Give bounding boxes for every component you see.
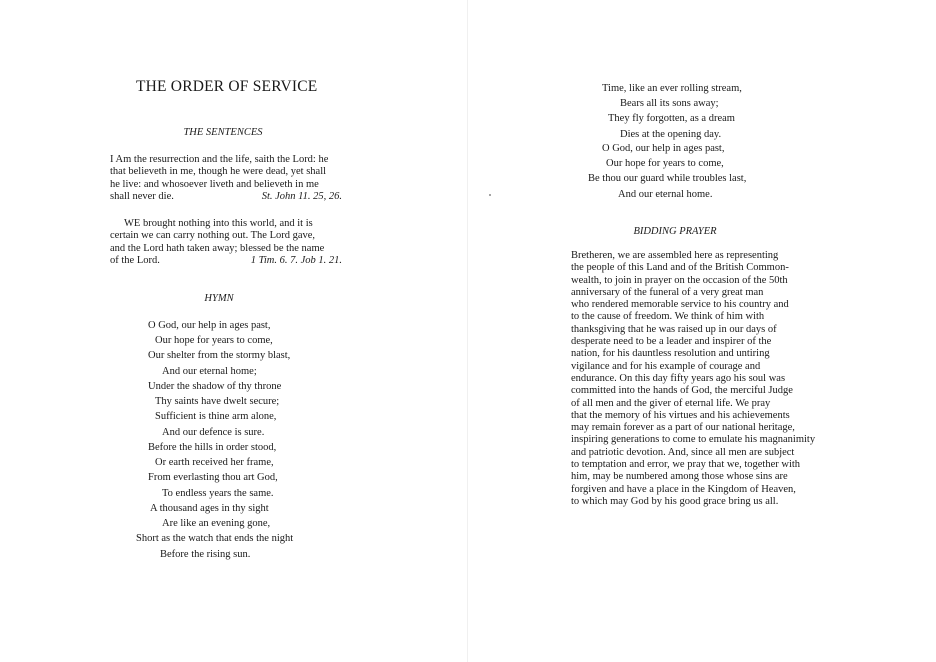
hymn-stanza — [588, 141, 746, 202]
hymn-stanza — [148, 440, 278, 501]
sentence-2 — [110, 218, 342, 267]
sentence-2-line: and the Lord hath taken away; blessed be the name — [110, 242, 325, 254]
sentence-1-line: he live: and whosoever liveth and believeth in me — [110, 178, 319, 190]
hymn-line: A thousand ages in thy sight — [150, 503, 269, 514]
hymn-line: Bears all its sons away; — [620, 98, 719, 110]
bidding-prayer-heading: BIDDING PRAYER — [633, 226, 717, 237]
hymn-line: Dies at the opening day. — [620, 128, 722, 140]
hymn-line: Our hope for years to come, — [155, 335, 273, 347]
sentence-2-reference: 1 Tim. 6. 7. Job 1. 21. — [250, 254, 342, 266]
prayer-line: to the cause of freedom. We think of him with — [571, 311, 765, 323]
prayer-line: the people of this Land and of the British Common- — [571, 262, 789, 274]
hymn-line: Be thou our guard while troubles last, — [588, 173, 747, 185]
hymn-line: Are like an evening gone, — [162, 518, 271, 530]
prayer-line: nation, for his dauntless resolution and untiring — [571, 348, 770, 360]
hymn-stanza — [136, 501, 293, 562]
hymn-line: They fly forgotten, as a dream — [608, 113, 735, 125]
page-title: THE ORDER OF SERVICE — [136, 78, 318, 95]
prayer-line: to temptation and error, we pray that we, together with — [571, 459, 801, 471]
page-fold — [467, 0, 468, 662]
prayer-line: and patriotic devotion. And, since all men are subject — [571, 446, 795, 458]
hymn-line: To endless years the same. — [162, 487, 274, 499]
hymn-line: O God, our help in ages past, — [602, 143, 725, 154]
hymn-line: And our eternal home; — [162, 365, 257, 377]
sentence-2-line: certain we can carry nothing out. The Lord gave, — [110, 230, 316, 242]
prayer-line: inspiring generations to come to emulate his magnanimity — [571, 434, 816, 446]
hymn-line: Time, like an ever rolling stream, — [602, 83, 742, 94]
hymn-line: And our eternal home. — [618, 188, 713, 200]
hymn-line: Thy saints have dwelt secure; — [155, 396, 280, 408]
hymn-stanza — [148, 379, 281, 440]
hymn-line: Our hope for years to come, — [606, 158, 724, 170]
bidding-prayer-text — [571, 250, 816, 508]
sentence-1-line: that believeth in me, though he were dead, yet shall — [110, 166, 327, 178]
hymn-stanza — [588, 81, 742, 142]
sentences-heading: THE SENTENCES — [183, 127, 263, 138]
hymn-line: Before the hills in order stood, — [148, 442, 277, 453]
hymn-line: Short as the watch that ends the night — [136, 533, 294, 545]
scan-speck — [489, 194, 491, 196]
prayer-line: thanksgiving that he was raised up in our days of — [571, 323, 777, 335]
prayer-line: anniversary of the funeral of a very great man — [571, 286, 764, 298]
sentence-1 — [110, 154, 342, 203]
sentence-1-line: I Am the resurrection and the life, saith the Lord: he — [110, 154, 329, 165]
hymn-heading: HYMN — [204, 293, 234, 304]
prayer-line: vigilance and for his example of courage and — [571, 360, 761, 372]
prayer-line: him, may be numbered among those whose sins are — [571, 471, 788, 483]
hymn-line: And our defence is sure. — [162, 426, 265, 438]
prayer-line: forgiven and have a place in the Kingdom of Heaven, — [571, 483, 796, 495]
sentence-1-reference: St. John 11. 25, 26. — [261, 190, 342, 202]
sentence-2-last-line — [110, 255, 342, 267]
prayer-line: Bretheren, we are assembled here as representing — [571, 250, 779, 261]
hymn-stanza — [148, 318, 290, 379]
prayer-line: committed into the hands of God, the merciful Judge — [571, 385, 793, 397]
hymn-line: O God, our help in ages past, — [148, 320, 271, 331]
hymn-line: Our shelter from the stormy blast, — [148, 350, 291, 362]
prayer-line: endurance. On this day fifty years ago his soul was — [571, 372, 786, 384]
prayer-line: that the memory of his virtues and his achievements — [571, 409, 790, 421]
hymn-line: Sufficient is thine arm alone, — [155, 411, 277, 423]
hymn-line: Under the shadow of thy throne — [148, 381, 282, 392]
prayer-line: who rendered memorable service to his country and — [571, 299, 789, 311]
prayer-line: may remain forever as a part of our national heritage, — [571, 422, 795, 434]
prayer-line: desperate need to be a leader and inspirer of the — [571, 336, 772, 348]
prayer-line: wealth, to join in prayer on the occasion of the 50th — [571, 274, 788, 286]
prayer-line: of all men and the giver of eternal life. We pray — [571, 397, 771, 409]
sentence-2-end: of the Lord. — [110, 254, 160, 266]
sentence-1-end: shall never die. — [110, 190, 174, 202]
hymn-line: Before the rising sun. — [160, 548, 251, 560]
hymn-line: Or earth received her frame, — [155, 457, 274, 469]
sentence-2-line: WE brought nothing into this world, and it is — [124, 218, 313, 229]
sentence-1-last-line — [110, 191, 342, 203]
hymn-line: From everlasting thou art God, — [148, 472, 278, 484]
prayer-line: to which may God by his good grace bring us all. — [571, 495, 779, 507]
